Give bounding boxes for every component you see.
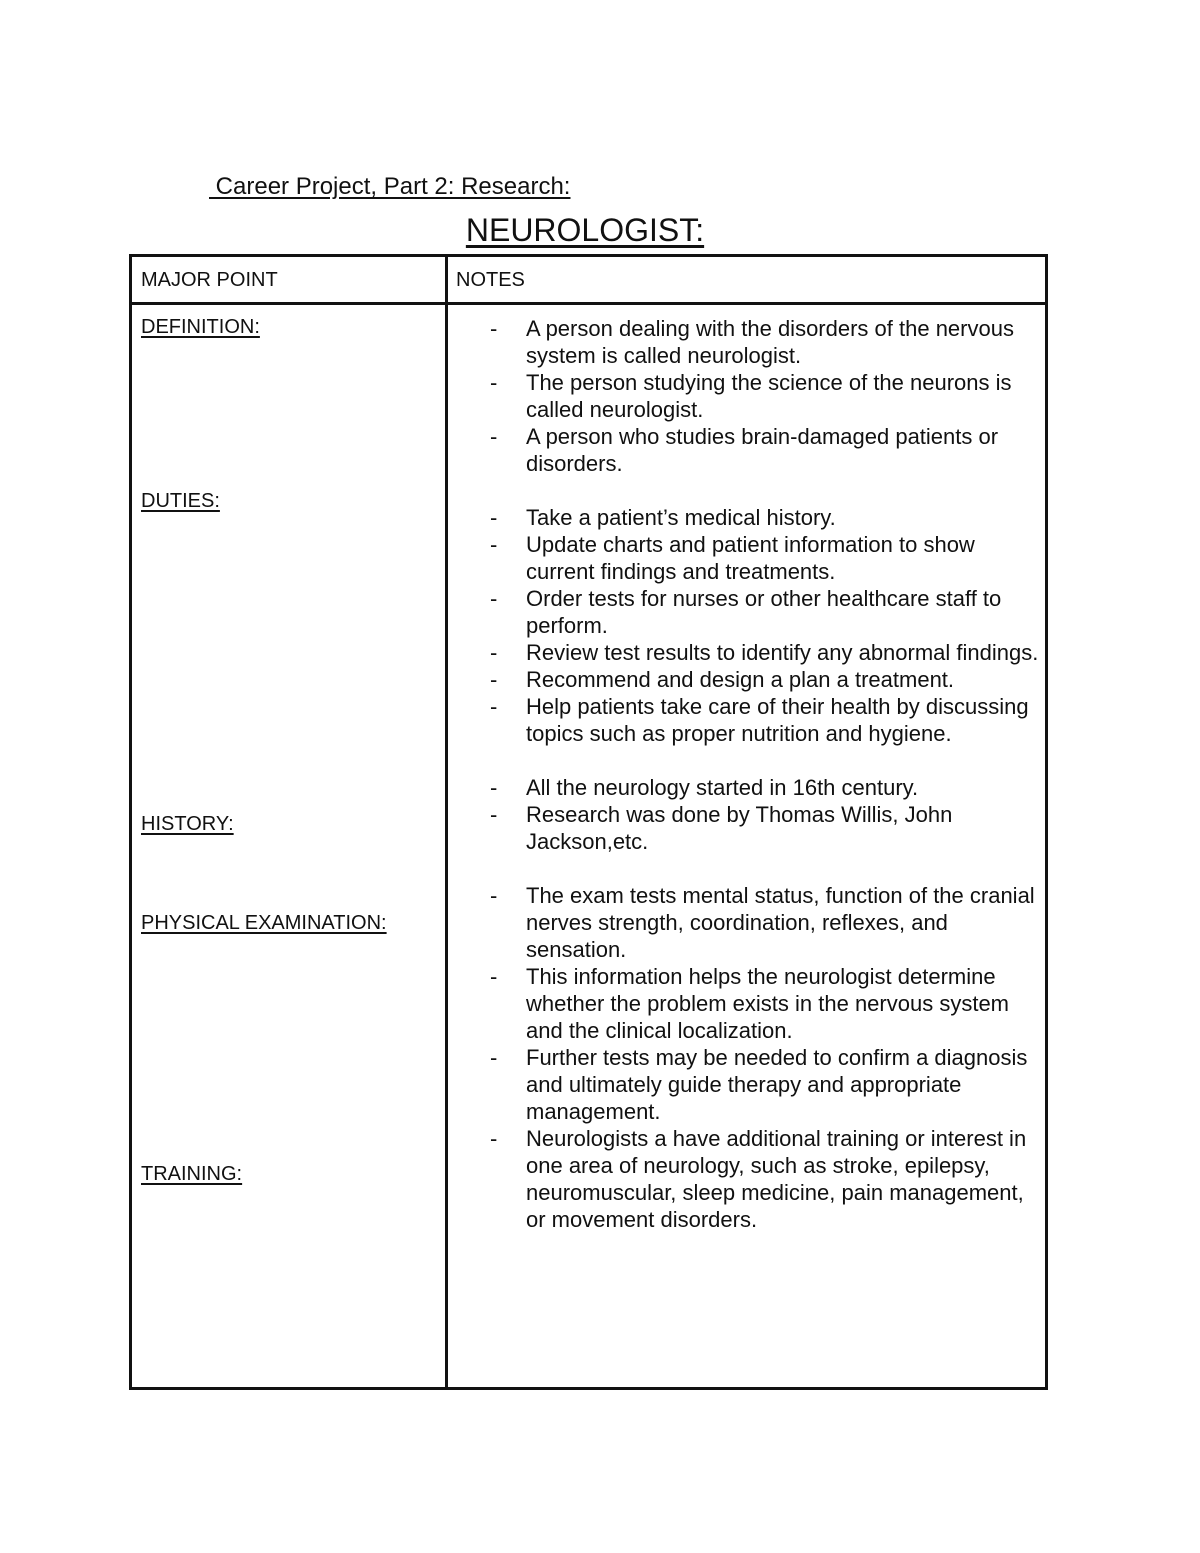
- header-divider: [132, 302, 1045, 305]
- note-item: - Review test results to identify any abnormal findings.: [458, 639, 1040, 666]
- note-item: - Take a patient’s medical history.: [458, 504, 1040, 531]
- document-heading: NEUROLOGIST:: [465, 212, 705, 248]
- note-item: - Further tests may be needed to confirm a diagnosis and ultimately guide therapy and appropriate management.: [458, 1044, 1040, 1125]
- note-item: - Research was done by Thomas Willis, John Jackson,etc.: [458, 801, 1040, 855]
- note-item: - A person dealing with the disorders of the nervous system is called neurologist.: [458, 315, 1040, 369]
- note-item: - All the neurology started in 16th century.: [458, 774, 1040, 801]
- note-item: - The exam tests mental status, function of the cranial nerves strength, coordination, reflexes, and sensation.: [458, 882, 1040, 963]
- physical-examination-notes: [458, 882, 1040, 1233]
- label-duties: DUTIES:: [141, 490, 220, 512]
- research-table: [129, 254, 1048, 1390]
- duties-notes: [458, 504, 1040, 747]
- notes-column: [458, 315, 1040, 1233]
- history-notes: [458, 774, 1040, 855]
- note-item: - Neurologists a have additional training or interest in one area of neurology, such as stroke, epilepsy, neuromuscular, sleep medicine, pain management, or movement disorders.: [458, 1125, 1040, 1233]
- note-item: - Update charts and patient information to show current findings and treatments.: [458, 531, 1040, 585]
- label-physical-examination: PHYSICAL EXAMINATION:: [141, 912, 387, 934]
- note-item: - Recommend and design a plan a treatment.: [458, 666, 1040, 693]
- definition-notes: [458, 315, 1040, 477]
- document-title: Career Project, Part 2: Research:: [209, 173, 571, 200]
- label-definition: DEFINITION:: [141, 316, 260, 338]
- note-item: - Order tests for nurses or other healthcare staff to perform.: [458, 585, 1040, 639]
- note-item: - A person who studies brain-damaged patients or disorders.: [458, 423, 1040, 477]
- column-divider: [445, 257, 448, 1387]
- note-item: - This information helps the neurologist determine whether the problem exists in the nervous system and the clinical localization.: [458, 963, 1040, 1044]
- note-item: - The person studying the science of the neurons is called neurologist.: [458, 369, 1040, 423]
- label-history: HISTORY:: [141, 813, 234, 835]
- label-training: TRAINING:: [141, 1163, 243, 1185]
- note-item: - Help patients take care of their health by discussing topics such as proper nutrition and hygiene.: [458, 693, 1040, 747]
- header-major-point: MAJOR POINT: [141, 269, 278, 291]
- header-notes: NOTES: [456, 269, 525, 291]
